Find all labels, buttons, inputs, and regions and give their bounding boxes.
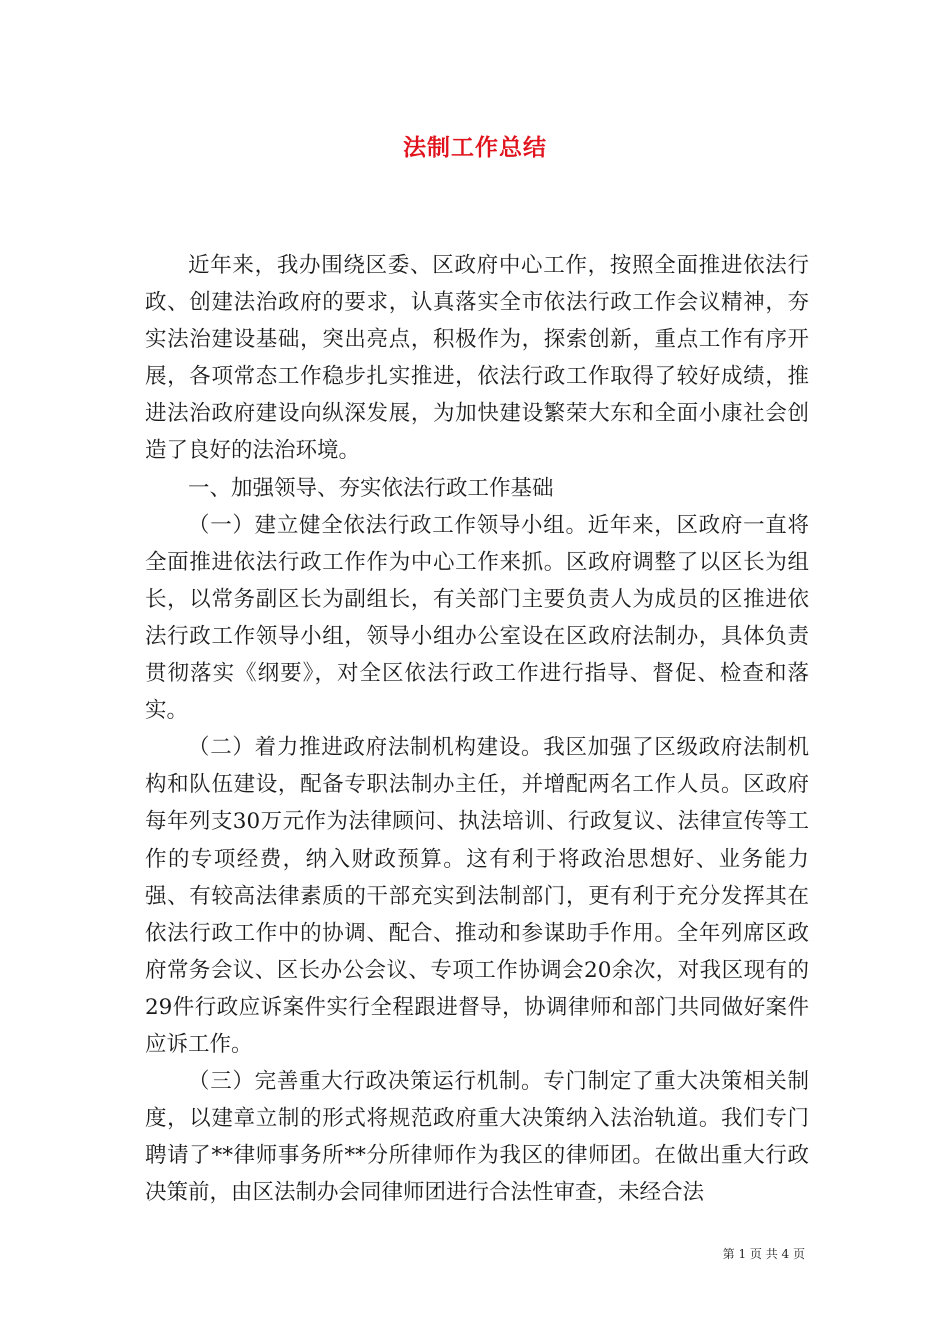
section-heading: 一、加强领导、夯实依法行政工作基础 — [188, 475, 554, 501]
subsection-paragraph-1: （一）建立健全依法行政工作领导小组。近年来，区政府一直将全面推进依法行政工作作为中心工作来抓。区政府调整了以区长为组长，以常务副区长为副组长，有关部门主要负责人为成员的区推进依法行政工作领导小组，领导小组办公室设在区政府法制办，具体负责贯彻落实《纲要》，对全区依法行政工作进行指导、督促、检查和落实。 — [145, 512, 809, 724]
page-number-footer: 第 1 页 共 4 页 — [722, 1247, 805, 1261]
subsection-paragraph-2: （二）着力推进政府法制机构建设。我区加强了区级政府法制机构和队伍建设，配备专职法制办主任，并增配两名工作人员。区政府每年列支30万元作为法律顾问、执法培训、行政复议、法律宣传等工作的专项经费，纳入财政预算。这有利于将政治思想好、业务能力强、有较高法律素质的干部充实到法制部门，更有利于充分发挥其在依法行政工作中的协调、配合、推动和参谋助手作用。全年列席区政府常务会议、区长办公会议、专项工作协调会20余次，对我区现有的29件行政应诉案件实行全程跟进督导，协调律师和部门共同做好案件应诉工作。 — [145, 735, 809, 1057]
document-title: 法制工作总结 — [403, 134, 547, 161]
document-body — [145, 247, 809, 1211]
subsection-paragraph-3: （三）完善重大行政决策运行机制。专门制定了重大决策相关制度，以建章立制的形式将规范政府重大决策纳入法治轨道。我们专门聘请了**律师事务所**分所律师作为我区的律师团。在做出重大行政决策前，由区法制办会同律师团进行合法性审查，未经合法 — [145, 1069, 809, 1206]
intro-paragraph: 近年来，我办围绕区委、区政府中心工作，按照全面推进依法行政、创建法治政府的要求，认真落实全市依法行政工作会议精神，夯实法治建设基础，突出亮点，积极作为，探索创新，重点工作有序开展，各项常态工作稳步扎实推进，依法行政工作取得了较好成绩，推进法治政府建设向纵深发展，为加快建设繁荣大东和全面小康社会创造了良好的法治环境。 — [145, 253, 809, 464]
